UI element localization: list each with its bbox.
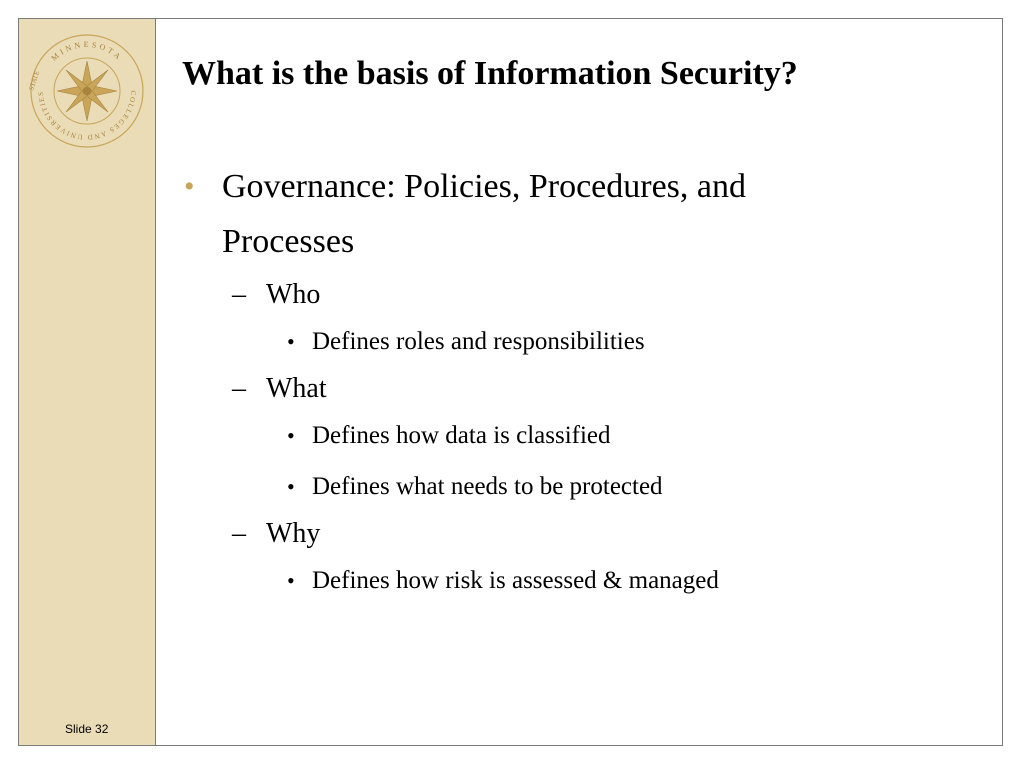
main-bullet-text: Governance: Policies, Procedures, and Processes (222, 168, 746, 260)
slide-number: Slide 32 (65, 722, 109, 736)
list-item-text: Defines how data is classified (312, 422, 611, 449)
bullet-icon: • (287, 423, 295, 448)
list-item-text: Defines roles and responsibilities (312, 328, 645, 355)
list-item (182, 471, 982, 503)
bullet-icon: • (287, 474, 295, 499)
section-what (182, 371, 982, 407)
section-label: Why (266, 518, 321, 549)
section-who (182, 277, 982, 313)
list-item (182, 565, 982, 597)
university-seal-logo (25, 29, 149, 153)
list-item (182, 326, 982, 358)
slide-title: What is the basis of Information Security? (182, 55, 798, 92)
svg-text:STATE: STATE (27, 69, 42, 92)
dash-icon: – (232, 373, 246, 404)
section-label: Who (266, 279, 321, 310)
svg-text:MINNESOTA: MINNESOTA (49, 39, 125, 63)
slide-sidebar (19, 19, 156, 745)
list-item-text: Defines how risk is assessed & managed (312, 567, 719, 594)
main-bullet (182, 159, 862, 269)
section-label: What (266, 373, 327, 404)
list-item (182, 420, 982, 452)
dash-icon: – (232, 518, 246, 549)
bullet-icon: • (184, 170, 195, 203)
list-item-text: Defines what needs to be protected (312, 473, 663, 500)
slide-content (182, 159, 982, 597)
bullet-icon: • (287, 568, 295, 593)
dash-icon: – (232, 279, 246, 310)
svg-text:COLLEGES AND UNIVERSITIES: COLLEGES AND UNIVERSITIES (36, 90, 138, 142)
section-why (182, 516, 982, 552)
slide (18, 18, 1003, 746)
bullet-icon: • (287, 329, 295, 354)
